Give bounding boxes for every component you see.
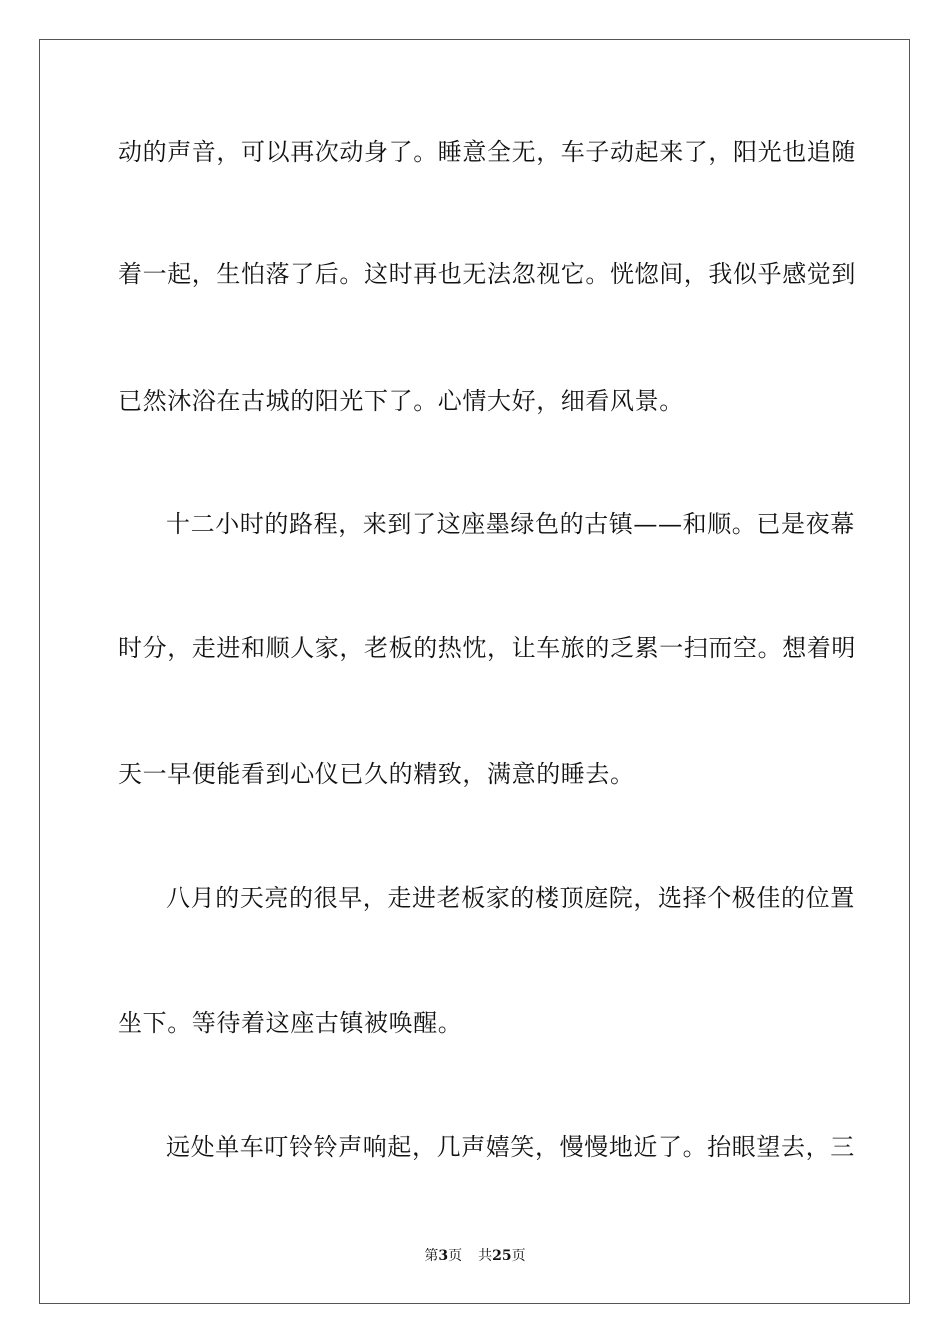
text-line: 动的声音，可以再次动身了。睡意全无，车子动起来了，阳光也追随 — [118, 138, 856, 166]
page-footer — [0, 1246, 950, 1266]
text-line: 天一早便能看到心仪已久的精致，满意的睡去。 — [118, 760, 635, 788]
text-line: 着一起，生怕落了后。这时再也无法忽视它。恍惚间，我似乎感觉到 — [118, 260, 856, 288]
page-total-suffix: 页 — [511, 1248, 526, 1264]
page-number-prefix: 第 — [424, 1248, 439, 1264]
text-line: 已然沐浴在古城的阳光下了。心情大好，细看风景。 — [118, 387, 684, 415]
page-number-suffix: 页 — [448, 1248, 463, 1264]
page-frame — [39, 39, 910, 1304]
paragraph-start-line: 八月的天亮的很早，走进老板家的楼顶庭院，选择个极佳的位置 — [166, 884, 855, 912]
paragraph-start-line: 远处单车叮铃铃声响起，几声嬉笑，慢慢地近了。抬眼望去，三 — [166, 1133, 855, 1161]
paragraph-start-line: 十二小时的路程，来到了这座墨绿色的古镇——和顺。已是夜幕 — [166, 510, 855, 538]
page-total-prefix: 共 — [478, 1248, 493, 1264]
page-number-current: 3 — [438, 1248, 449, 1264]
text-line: 时分，走进和顺人家，老板的热忱，让车旅的乏累一扫而空。想着明 — [118, 634, 856, 662]
text-line: 坐下。等待着这座古镇被唤醒。 — [118, 1009, 463, 1037]
page-total: 25 — [492, 1248, 512, 1264]
